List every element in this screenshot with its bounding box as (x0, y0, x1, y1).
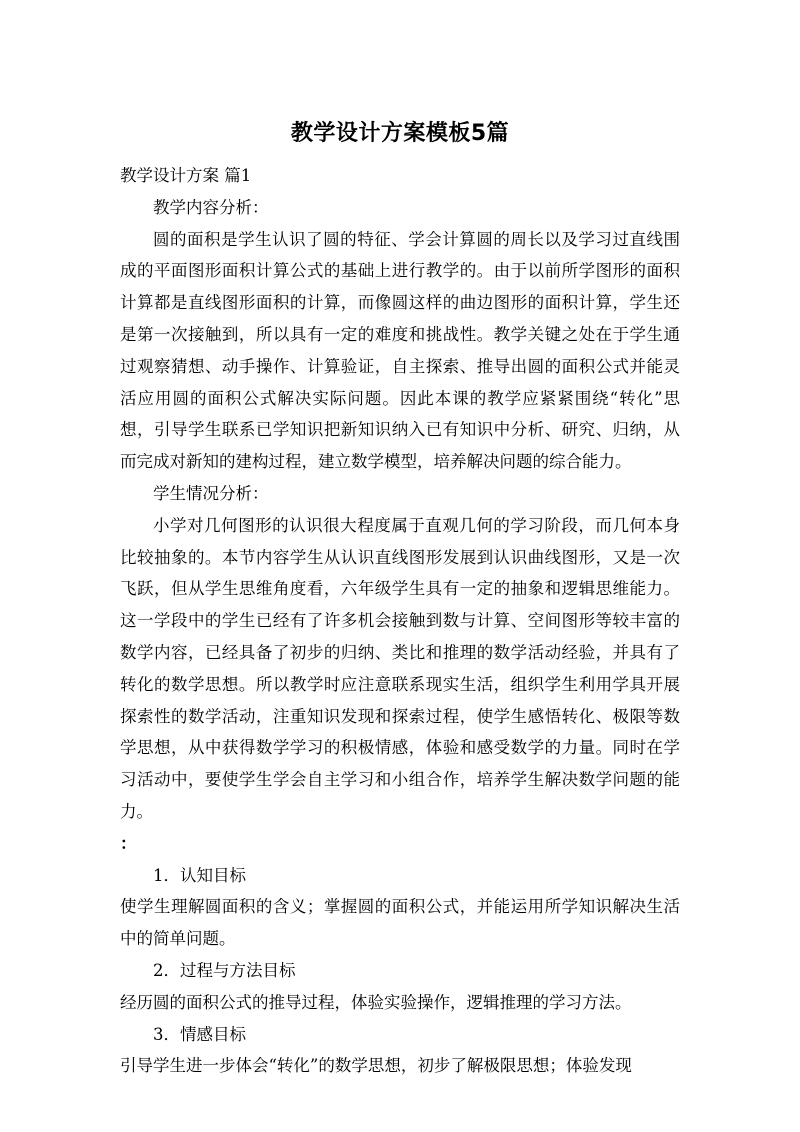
student-analysis-heading: 学生情况分析： (153, 483, 269, 503)
goal1-paragraph: 使学生理解圆面积的含义；掌握圆的面积公式，并能运用所学知识解决生活中的简单问题。 (120, 897, 680, 949)
content-analysis-heading: 教学内容分析： (153, 197, 269, 217)
section-heading: 教学设计方案 篇1 (120, 166, 252, 185)
student-analysis-paragraph: 小学对几何图形的认识很大程度属于直观几何的学习阶段，而几何本身比较抽象的。本节内容学生从认识直线图形发展到认识曲线图形，又是一次飞跃，但从学生思维角度看，六年级学生具有一定的抽象和逻辑思维能力。这一学段中的学生已经有了许多机会接触到数与计算、空间图形等较丰富的数学内容，已经具备了初步的归纳、类比和推理的数学活动经验，并具有了转化的数学思想。所以教学时应注意联系现实生活，组织学生利用学具开展探索性的数学活动，注重知识发现和探索过程，使学生感悟转化、极限等数学思想，从中获得数学学习的积极情感，体验和感受数学的力量。同时在学习活动中，要使学生学会自主学习和小组合作，培养学生解决数学问题的能力。 (120, 515, 680, 821)
document-title: 教学设计方案模板5篇 (290, 121, 510, 146)
goal1-heading: 1．认知目标 (153, 865, 246, 885)
content-analysis-paragraph: 圆的面积是学生认识了圆的特征、学会计算圆的周长以及学习过直线围成的平面图形面积计算公式的基础上进行教学的。由于以前所学图形的面积计算都是直线图形面积的计算，而像圆这样的曲边图形的面积计算，学生还是第一次接触到，所以具有一定的难度和挑战性。教学关键之处在于学生通过观察猜想、动手操作、计算验证，自主探索、推导出圆的面积公式并能灵活应用圆的面积公式解决实际问题。因此本课的教学应紧紧围绕“转化”思想，引导学生联系已学知识把新知识纳入已有知识中分析、研究、归纳，从而完成对新知的建构过程，建立数学模型，培养解决问题的综合能力。 (120, 229, 680, 472)
goal2-paragraph: 经历圆的面积公式的推导过程，体验实验操作，逻辑推理的学习方法。 (120, 992, 632, 1012)
goal3-paragraph: 引导学生进一步体会“转化”的数学思想，初步了解极限思想；体验发现 (120, 1056, 632, 1076)
colon-line: ： (120, 833, 137, 853)
document-body (120, 160, 680, 1082)
goal3-heading: 3．情感目标 (153, 1024, 246, 1044)
goal2-heading: 2．过程与方法目标 (153, 960, 296, 980)
